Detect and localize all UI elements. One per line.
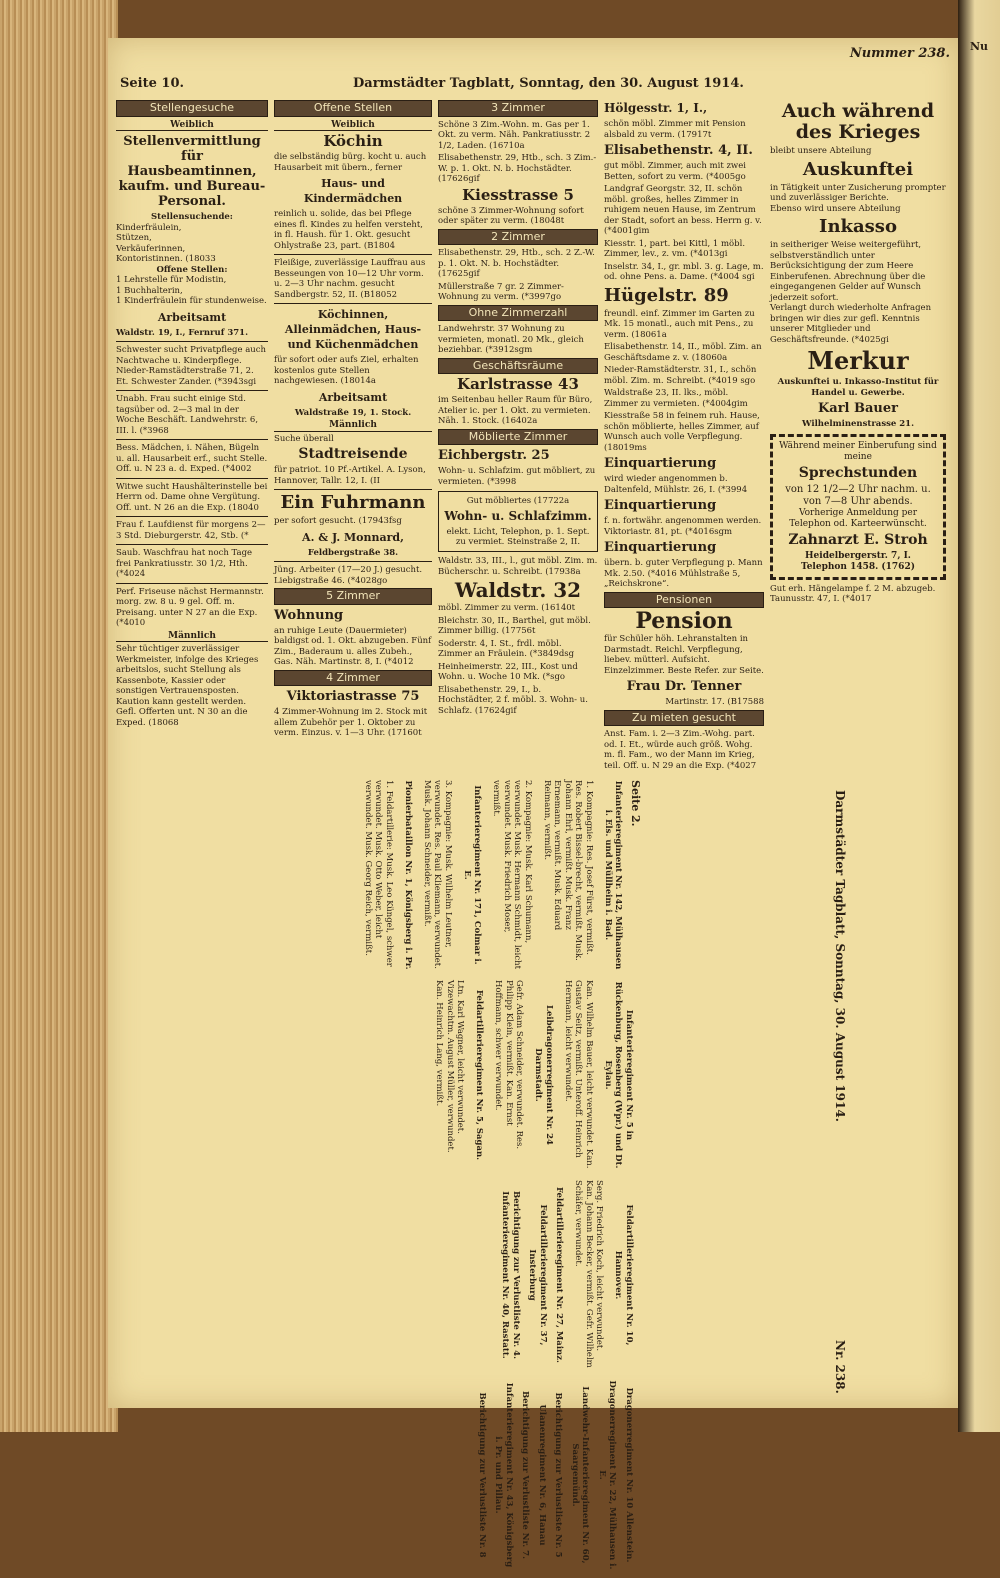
classified-ad: f. n. fortwähr. angenommen werden. Viktoriastr. 81, pt. (*4016sgm — [604, 516, 762, 537]
ad-title: Stellenvermittlung für Hausbeamtinnen, kaufm. und Bureau-Personal. — [118, 134, 266, 209]
casualty-section: Berichtigung zur Verlustliste Nr. 5 — [553, 1392, 564, 1558]
classified-ad: Elisabethenstr. 29, Htb., sch. 3 Zim.-W. p. 1. Okt. N. b. Hochstädter. (17626gif — [438, 153, 597, 184]
ad-title: Eichbergstr. 25 — [438, 448, 550, 463]
casualty-column — [20, 1180, 640, 1370]
ad-text: Während meiner Einberufung sind meine — [779, 440, 937, 462]
ad-name: Zahnarzt E. Stroh — [788, 531, 928, 548]
casualty-section: Dragonerregiment Nr. 22, Mülhausen i. E. — [597, 1380, 618, 1570]
classified-ad: Elisabethenstr. 29, Htb., sch. 2 Z.-W. p. 1. Okt. N. b. Hochstädter. (17625gif — [438, 248, 595, 279]
section-header: 3 Zimmer — [438, 100, 598, 117]
section-header: 5 Zimmer — [274, 588, 432, 605]
column-display-ads — [770, 98, 946, 607]
classified-ad: im Seitenbau heller Raum für Büro, Atelier ic. per 1. Okt. zu vermieten. Näh. 1. Stock. (16402a — [438, 395, 593, 426]
subsection-label: Weiblich — [116, 120, 268, 132]
classified-ad: Unabh. Frau sucht einige Std. tagsüber od. 2—3 mal in der Woche Beschäft. Landwehrstr. 6, III. l. (*3968 — [116, 394, 259, 436]
ad-title: Wohnung — [274, 607, 344, 623]
ad-text: in seitheriger Weise weitergeführt, selbstverständlich unter Berücksichtigung der zum Heere Einberufenen. Abrechnung über die eingegangenen Gelder auf Wunsch jederzeit sofort. — [770, 240, 926, 303]
divider — [116, 583, 268, 584]
ad-text: Auskunftei u. Inkasso-Institut für Handel u. Gewerbe. — [777, 377, 939, 398]
ad-line: 1 Kinderfräulein für stundenweise. — [116, 296, 267, 306]
classified-ad: Waldstraße 23, II. lks., möbl. Zimmer zu vermieten. (*4004gim — [604, 388, 748, 409]
classified-ad: Waldstr. 33, III., l., gut möbl. Zim. m. Bücherschr. u. Schreibt. (17938a — [438, 556, 598, 577]
classified-ad: Jüng. Arbeiter (17—20 J.) gesucht. Liebigstraße 46. (*4028go — [274, 565, 423, 586]
ad-address: Martinstr. 17. (B17588 — [665, 697, 764, 707]
ad-title: Karlstrasse 43 — [457, 375, 579, 393]
section-header: Pensionen — [604, 592, 764, 609]
casualty-section: Berichtigung zur Verlustliste Nr. 8 — [477, 1392, 487, 1558]
divider — [116, 390, 268, 391]
classified-ad: Soderstr. 4, I. St., frdl. möbl. Zimmer an Fräulein. (*3849dsg — [438, 638, 575, 659]
classified-ad: Müllerstraße 7 gr. 2 Zimmer-Wohnung zu verm. (*3997go — [438, 281, 564, 302]
ad-subtitle: Offene Stellen: — [156, 264, 228, 275]
rotated-dateline: Darmstädter Tagblatt, Sonntag, 30. August 1914. — [833, 790, 847, 1122]
classified-ad: Heinheimerstr. 22, III., Kost und Wohn. u. Woche 10 Mk. (*sgo — [438, 661, 578, 682]
ad-firm: Merkur — [807, 346, 909, 375]
subsection-label: Männlich — [274, 420, 432, 432]
divider — [274, 561, 432, 562]
ad-line: Verkäuferinnen, — [116, 243, 186, 254]
classified-ad: Kiesstr. 1, part. bei Kittl, 1 möbl. Zimmer, lev., z. vm. (*4013gi — [604, 238, 746, 259]
ad-text: Ebenso wird unsere Abteilung — [770, 203, 901, 214]
rotated-issue-number: Nr. 238. — [833, 1340, 847, 1394]
ad-title: Pension — [635, 608, 733, 634]
ad-title: Hügelstr. 89 — [604, 284, 729, 306]
classified-ad: Perf. Friseuse nächst Hermannstr. morg. zw. 8 u. 9 gel. Off. m. Preisang. unter N 27 an die Exp. (*4010 — [116, 586, 264, 628]
classified-ad: Witwe sucht Haushälterinstelle bei Herrn od. Dame ohne Vergütung. Off. unt. N 26 an die Exp. (18040 — [116, 481, 268, 513]
ad-title: Wohn- u. Schlafzimm. — [444, 509, 592, 523]
casualty-section: Landwehr-Infanterieregiment Nr. 60, Saargemünd. — [570, 1386, 591, 1564]
section-header: 2 Zimmer — [438, 229, 598, 246]
casualty-section: Feldartillerieregiment Nr. 10, Hannover. — [613, 1204, 634, 1346]
classified-ad: freundl. einf. Zimmer im Garten zu Mk. 15 monatl., auch mit Pens., zu verm. (18061a — [604, 308, 755, 340]
casualty-entry: 1. Kompagnie: Res. Josef Fürst, vermißt. Res. Robert Bissel-brecht, vermißt. Musk. Johann Ehrl, vermißt. Musk. Franz Ernemann, vermißt. Musk. Eduard Reimann, vermißt. — [542, 780, 594, 961]
ad-prefix: Gut möbliertes (17722a — [466, 496, 570, 506]
masthead — [108, 46, 958, 96]
ad-address: Heidelbergerstr. 7, I. — [805, 550, 911, 561]
casualty-entry: Serg. Friedrich Koch, leicht verwundet. Kan. Johann Becker, vermißt. Gefr. Wilhelm Schäfer, verwundet. — [573, 1180, 605, 1368]
classified-ad: Gut erh. Hängelampe f. 2 M. abzugeb. Taunusstr. 47, I. (*4017 — [770, 583, 936, 604]
ad-line: Kontoristinnen. (18033 — [116, 254, 216, 264]
ad-title: Einquartierung — [604, 540, 717, 555]
section-header: Zu mieten gesucht — [604, 710, 764, 727]
subsection-label: Weiblich — [274, 120, 432, 132]
ad-title: Stadtreisende — [298, 446, 408, 462]
column-offene-stellen — [274, 98, 432, 741]
classified-ad: Landgraf Georgstr. 32, II. schön möbl. großes, helles Zimmer in ruhigem neuen Hause, im Zentrum der Stadt, sofort an bess. Herrn g. v. (*4001gim — [604, 184, 762, 236]
classified-ad: reinlich u. solide, das bei Pflege eines fl. Kindes zu helfen versteht, in fl. Haush. für 1. Okt. gesucht Ohlystraße 23, part. (B1804 — [274, 209, 423, 251]
ad-subtitle: Stellensuchende: — [151, 212, 233, 222]
divider — [116, 516, 268, 517]
ad-address: Waldstraße 19, 1. Stock. — [294, 407, 412, 418]
casualty-section: Leibdragonerregiment Nr. 24 Darmstadt. — [533, 1005, 554, 1145]
casualty-section: Infanterieregiment Nr. 142, Mülhausen i. Els. und Müllheim i. Bad. — [603, 780, 624, 970]
classified-ad: übern. b. guter Verpflegung p. Mann Mk. 2.50. (*4016 Mühlstraße 5, „Reichskrone“. — [604, 558, 763, 589]
section-header: Ohne Zimmerzahl — [438, 305, 598, 322]
classified-ad: möbl. Zimmer zu verm. (16140t — [438, 603, 576, 613]
ad-title: Haus- und Kindermädchen — [303, 177, 403, 205]
divider — [116, 439, 268, 440]
newspaper-dateline: Darmstädter Tagblatt, Sonntag, den 30. August 1914. — [353, 76, 744, 91]
ad-prefix: Suche überall — [274, 433, 334, 444]
classified-ad: schön möbl. Zimmer mit Pension alsbald zu verm. (17917t — [604, 119, 746, 140]
divider — [274, 489, 432, 490]
classified-ad: Schwester sucht Privatpflege auch Nachtwache u. Kinderpflege. Nieder-Ramstädterstraße 71, 2. Et. Schwester Zander. (*3943sgi — [116, 345, 267, 387]
ad-address: Waldstr. 19, I., Fernruf 371. — [116, 327, 249, 338]
ad-office: Arbeitsamt — [318, 390, 388, 404]
classified-ad: wird wieder angenommen b. Daltenfeld, Mühlstr. 26, I. (*3994 — [604, 474, 748, 495]
casualty-column — [20, 780, 640, 970]
casualty-column — [20, 980, 640, 1170]
rotated-page-number: Seite 2. — [629, 780, 642, 827]
section-header: 4 Zimmer — [274, 670, 432, 687]
casualty-entry: 1. Feldartillerie: Musk. Leo Küngel, schwer verwundet. Musk. Otto Weber, leicht verwundet. Musk. Georg Reich, vermißt. — [363, 780, 394, 967]
ad-line: 1 Lehrstelle für Modistin, — [116, 275, 227, 285]
column-moebliert — [604, 98, 764, 773]
ad-name: Frau Dr. Tenner — [626, 679, 742, 694]
classified-ad: per sofort gesucht. (17943fsg — [274, 516, 402, 526]
ad-title: Viktoriastrasse 75 — [286, 689, 420, 704]
ad-title: Waldstr. 32 — [454, 578, 582, 602]
classified-ad: Fleißige, zuverlässige Lauffrau aus Besseungen von 10—12 Uhr vorm. u. 2—3 Uhr nachm. gesucht Sandbergstr. 52, II. (B18052 — [274, 258, 426, 300]
casualty-entry: Ltn. Karl Wagner, leicht verwundet. Vizewachtm. August Müller, verwundet. Kan. Heinrich Lang, vermißt. — [434, 980, 466, 1153]
ad-line: Stützen, — [116, 233, 152, 243]
casualty-section: Berichtigung zur Verlustliste Nr. 7. — [520, 1390, 531, 1560]
ad-text: von 12 1/2—2 Uhr nachm. u. von 7—8 Uhr abends. — [785, 483, 931, 507]
classified-ad: gut möbl. Zimmer, auch mit zwei Betten, sofort zu verm. (*4005go — [604, 161, 746, 182]
ad-title: Einquartierung — [604, 498, 717, 513]
divider — [116, 341, 268, 342]
boxed-ad — [770, 434, 946, 580]
rotated-header-strip — [645, 780, 845, 1460]
casualty-section: Pionierbataillon Nr. 1, Königsberg i. Pr. — [403, 780, 413, 970]
ad-text: in Tätigkeit unter Zusicherung prompter und zuverlässiger Berichte. — [770, 182, 946, 203]
classified-ad: für Schüler höh. Lehranstalten in Darmstadt. Reichl. Verpflegung, liebev. mütterl. Aufsicht. Einzelzimmer. Beste Refer. zur Seite. — [604, 634, 764, 676]
casualty-section: Feldartillerieregiment Nr. 27, Mainz. — [554, 1186, 565, 1364]
ad-title: Hölgesstr. 1, I., — [604, 101, 708, 115]
classified-ad: Elisabethenstr. 14, II., möbl. Zim. an Geschäftsdame z. v. (18060a — [604, 342, 762, 363]
classified-ad: Anst. Fam. i. 2—3 Zim.-Wohg. part. od. I. Et., würde auch größ. Wohg. m. fl. Fam., wo der Mann im Krieg, teil. Off. u. N 29 an die Exp. (*4027 — [604, 729, 757, 771]
page-number-left: Seite 10. — [120, 76, 185, 91]
ad-headline: Inkasso — [819, 216, 897, 237]
ad-line: 1 Buchhalterin, — [116, 285, 183, 296]
classified-ad: Schöne 3 Zim.-Wohn. m. Gas per 1. Okt. zu verm. Näh. Pankratiusstr. 2 1/2, Laden. (16710a — [438, 119, 591, 151]
classified-ad: für patriot. 10 Pf.-Artikel. A. Lyson, Hannover, Tallr. 12, I. (II — [274, 465, 426, 486]
ad-headline: Sprechstunden — [798, 464, 918, 481]
classified-ad: Bess. Mädchen, i. Nähen, Bügeln u. all. Hausarbeit erf., sucht Stelle. Off. u. N 23 a. d. Exped. (*4002 — [116, 443, 268, 474]
column-wohnungen — [438, 98, 598, 718]
classified-ad: die selbständig bürg. kocht u. auch Hausarbeit mit übern., ferner — [274, 152, 427, 173]
classified-ad: für sofort oder aufs Ziel, erhalten kostenlos gute Stellen nachgewiesen. (18014a — [274, 355, 419, 386]
divider — [274, 254, 432, 255]
ad-text: elekt. Licht, Telephon, p. 1. Sept. zu vermiet. Steinstraße 2, II. — [446, 527, 590, 547]
ad-address: Wilhelminenstrasse 21. — [801, 419, 915, 429]
casualty-entry: 3. Kompagnie: Musk. Wilhelm Leutner, verwundet. Res. Paul Kliemann, verwundet. Musk. Johann Schneider, vermißt. — [422, 780, 453, 969]
ad-office: Arbeitsamt — [157, 310, 227, 324]
casualty-section: Ulanenregiment Nr. 6, Hanau — [537, 1404, 547, 1546]
classified-ad: Nieder-Ramstädterstr. 31, I., schön möbl. Zim. m. Schreibt. (*4019 sgo — [604, 365, 757, 386]
section-header: Möblierte Zimmer — [438, 429, 598, 446]
classified-ad: Sehr tüchtiger zuverlässiger Werkmeister, infolge des Krieges arbeitslos, sucht Stellung als Kassenbote, Kassier oder sonstigen Vertrauensposten. Kaution kann gestellt werden. Gefl. Offerten unt. N 30 an die Exped. (18068 — [116, 644, 259, 728]
ad-headline: Auskunftei — [802, 158, 914, 180]
classified-ad: Landwehrstr. 37 Wohnung zu vermieten, monatl. 20 Mk., gleich beziehbar. (*3912sgm — [438, 324, 584, 355]
ad-title: Kiesstrasse 5 — [462, 185, 574, 204]
casualty-section: Feldartillerieregiment Nr. 5, Sagan. — [474, 989, 485, 1161]
divider — [116, 544, 268, 545]
casualty-section: Infanterieregiment Nr. 5 in Rückenburg, Rosenberg (Wpr.) und Dt. Eylau. — [603, 981, 634, 1169]
casualty-section: Dragonerregiment Nr. 10 Allenstein. — [624, 1387, 634, 1563]
casualty-entry: Kan. Wilhelm Bauer, leicht verwundet. Kan. Gustav Seitz, vermißt. Unteroff. Heinrich Hermann, leicht verwundet. — [563, 980, 594, 1169]
ad-text: Verlangt durch wiederholte Anfragen bringen wir dies zur gefl. Kenntnis unserer Mitglieder und Geschäftsfreunde. (*4025gi — [770, 303, 932, 345]
subsection-label: Männlich — [116, 631, 268, 643]
casualty-section: Feldartillerieregiment Nr. 37, Insterburg — [527, 1204, 548, 1346]
classified-ad: Kiesstraße 58 in feinem ruh. Hause, schön möblierte, helles Zimmer, auf Wunsch auch volle Verpflegung. (18019ms — [604, 411, 760, 453]
casualty-section: Infanterieregiment Nr. 171, Colmar i. E. — [462, 785, 483, 965]
ad-text: bleibt unsere Abteilung — [770, 146, 872, 156]
classified-ad: 4 Zimmer-Wohnung im 2. Stock mit allem Zubehör per 1. Oktober zu verm. Einzus. v. 1—3 Uhr. (17160t — [274, 707, 428, 738]
casualty-section: Infanterieregiment Nr. 43, Königsberg i. Pr. und Pillau. — [493, 1382, 514, 1568]
section-header: Stellengesuche — [116, 100, 268, 117]
section-header: Geschäftsräume — [438, 358, 598, 375]
casualty-column — [20, 1380, 640, 1570]
column-stellengesuche — [116, 98, 268, 730]
divider — [116, 478, 268, 479]
casualty-section: Berichtigung zur Verlustliste Nr. 4. Infanterieregiment Nr. 40, Rastatt. — [500, 1190, 521, 1360]
ad-title: Köchin — [323, 132, 383, 150]
classified-ad: Saub. Waschfrau hat noch Tage frei Pankratiusstr. 30 1/2, Hth. (*4024 — [116, 548, 253, 579]
ad-title: Ein Fuhrmann — [280, 492, 426, 513]
divider — [274, 303, 432, 304]
ad-telephone: Telephon 1458. (1762) — [801, 561, 915, 572]
ad-text: Vorherige Anmeldung per Telephon od. Karteerwünscht. — [789, 507, 927, 529]
classified-ad: Bleichstr. 30, II., Barthel, gut möbl. Zimmer billig. (17756t — [438, 615, 591, 636]
boxed-ad — [438, 491, 598, 552]
casualty-list-rotated — [20, 780, 640, 1578]
classified-ad: an ruhige Leute (Dauermieter) baldigst od. 1. Okt. abzugeben. Fünf Zim., Baderaum u. alles Zubeh., Gas. Näh. Martinstr. 8, I. (*4012 — [274, 625, 432, 667]
ad-title: Einquartierung — [604, 456, 717, 471]
section-header: Offene Stellen — [274, 100, 432, 117]
ad-headline: Auch während des Krieges — [781, 100, 935, 143]
ad-line: Kinderfräulein, — [116, 222, 182, 233]
classified-ad: schöne 3 Zimmer-Wohnung sofort oder später zu verm. (18048t — [438, 205, 584, 226]
ad-owner: Karl Bauer — [817, 401, 899, 416]
ad-firm: A. & J. Monnard, — [302, 530, 404, 544]
casualty-entry: Gefr. Adam Schneider, verwundet. Res. Philipp Klein, vermißt. Kan. Ernst Hoffmann, schwer verwundet. — [493, 980, 525, 1150]
ad-address: Feldbergstraße 38. — [307, 547, 399, 558]
issue-number: Nummer 238. — [849, 46, 950, 61]
casualty-entry: 2. Kompagnie: Musk. Karl Schumann, verwundet. Musk. Hermann Schmidt, leicht verwundet. Musk. Friedrich Moser, vermißt. — [491, 780, 533, 970]
classified-ad: Wohn- u. Schlafzim. gut möbliert, zu vermieten. (*3998 — [438, 466, 596, 487]
next-page-fragment: Nu — [970, 40, 989, 53]
ad-title: Elisabethenstr. 4, II. — [604, 143, 753, 158]
next-page-edge — [958, 0, 1000, 1432]
classified-ad: Elisabethenstr. 29, I., b. Hochstädter, 2 f. möbl. 3. Wohn- u. Schlafz. (17624gif — [438, 684, 588, 716]
ad-title: Köchinnen, Alleinmädchen, Haus- und Küchenmädchen — [284, 308, 422, 351]
classified-ad: Inselstr. 34, I., gr. mbl. 3. g. Lage, m. od. ohne Pens. a. Dame. (*4004 sgi — [604, 261, 764, 282]
classified-ad: Frau f. Laufdienst für morgens 2—3 Std. Dieburgerstr. 42, Stb. (* — [116, 520, 266, 541]
